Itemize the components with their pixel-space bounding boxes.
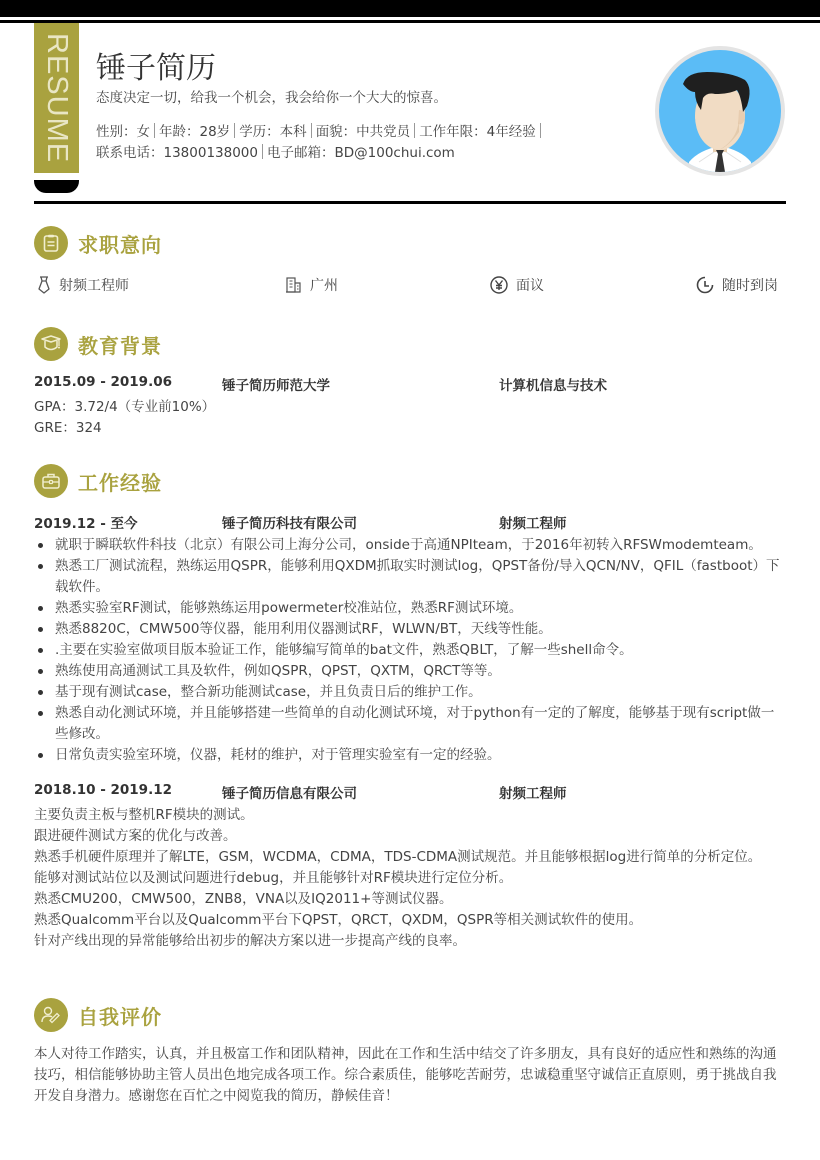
resume-banner xyxy=(34,23,79,173)
work-period: 2019.12 - 至今 xyxy=(34,516,138,532)
work-detail-line: 熟悉CMU200，CMW500，ZNB8，VNA以及IQ2011+等测试仪器。 xyxy=(34,891,453,907)
work-detail-line: 能够对测试站位以及测试问题进行debug，并且能够针对RF模块进行定位分析。 xyxy=(34,870,513,886)
building-icon xyxy=(286,277,302,293)
top-line xyxy=(0,20,820,23)
work-responsibilities-list xyxy=(34,535,786,766)
info-phone: 联系电话：13800138000 xyxy=(96,145,258,161)
work-entry-header xyxy=(34,782,786,802)
separator xyxy=(540,123,541,138)
info-line-personal xyxy=(96,120,545,140)
top-bar xyxy=(0,0,820,17)
tie-icon xyxy=(37,276,51,294)
work-entry-header xyxy=(34,512,786,532)
list-item: 熟悉工厂测试流程，熟练运用QSPR，能够利用QXDM抓取实时测试log，QPST备份/导入QCN/NV，QFIL（fastboot）下载软件。 xyxy=(34,556,786,598)
intent-position xyxy=(37,275,129,295)
resume-banner-text: RESUME xyxy=(41,32,73,164)
clipboard-icon xyxy=(34,226,68,260)
intent-salary-label: 面议 xyxy=(516,278,544,294)
list-item: 熟悉自动化测试环境，并且能够搭建一些简单的自动化测试环境，对于python有一定的了解度，能够基于现有script做一些修改。 xyxy=(34,703,786,745)
list-item: 日常负责实验室环境，仪器，耗材的维护，对于管理实验室有一定的经验。 xyxy=(34,745,786,766)
education-gre: GRE：324 xyxy=(34,420,102,436)
education-gpa: GPA：3.72/4（专业前10%） xyxy=(34,399,216,415)
separator xyxy=(414,123,415,138)
separator xyxy=(262,144,263,159)
education-details xyxy=(34,397,786,439)
yen-icon xyxy=(490,276,508,294)
clock-icon xyxy=(696,276,714,294)
intent-availability-label: 随时到岗 xyxy=(722,278,778,294)
info-education: 学历：本科 xyxy=(239,124,307,140)
intent-availability xyxy=(696,275,778,295)
info-line-contact xyxy=(96,141,455,161)
education-entry-header xyxy=(34,374,786,394)
separator xyxy=(154,123,155,138)
work-detail-line: 针对产线出现的异常能够给出初步的解决方案以进一步提高产线的良率。 xyxy=(34,933,466,949)
work-detail-line: 主要负责主板与整机RF模块的测试。 xyxy=(34,807,254,823)
candidate-name: 锤子简历 xyxy=(96,51,216,86)
section-heading-intent xyxy=(34,226,162,260)
job-intent-row xyxy=(34,275,786,295)
intent-salary xyxy=(490,275,544,295)
info-political: 面貌：中共党员 xyxy=(315,124,411,140)
work-position: 射频工程师 xyxy=(499,516,567,532)
intent-city-label: 广州 xyxy=(310,278,338,294)
work-detail-line: 熟悉Qualcomm平台以及Qualcomm平台下QPST，QRCT，QXDM，QSPR等相关测试软件的使用。 xyxy=(34,912,643,928)
education-school: 锤子简历师范大学 xyxy=(222,378,330,394)
section-heading-education xyxy=(34,327,162,361)
education-period: 2015.09 - 2019.06 xyxy=(34,374,172,390)
resume-tab xyxy=(34,180,79,193)
work-period: 2018.10 - 2019.12 xyxy=(34,782,172,798)
info-email: 电子邮箱：BD@100chui.com xyxy=(266,145,455,161)
work-detail-line: 跟进硬件测试方案的优化与改善。 xyxy=(34,828,237,844)
graduation-cap-icon xyxy=(34,327,68,361)
list-item: 熟练使用高通测试工具及软件，例如QSPR，QPST，QXTM，QRCT等等。 xyxy=(34,661,786,682)
work-details xyxy=(34,805,786,952)
list-item: 熟悉8820C，CMW500等仪器，能用利用仪器测试RF，WLWN/BT，天线等性能。 xyxy=(34,619,786,640)
avatar-illustration-icon xyxy=(659,50,781,172)
section-heading-work xyxy=(34,464,162,498)
intent-city xyxy=(286,275,338,295)
section-title: 自我评价 xyxy=(78,1004,162,1029)
list-item: .主要在实验室做项目版本验证工作，能够编写简单的bat文件，熟悉QBLT，了解一些shell命令。 xyxy=(34,640,786,661)
self-evaluation-text: 本人对待工作踏实，认真，并且极富工作和团队精神，因此在工作和生活中结交了许多朋友，具有良好的适应性和熟练的沟通技巧，相信能够协助主管人员出色地完成各项工作。综合素质佳，能够吃苦耐劳，忠诚稳重坚守诚信正直原则，勇于挑战自我开发自身潜力。感谢您在百忙之中阅览我的简历，静候佳音！ xyxy=(34,1046,777,1104)
work-company: 锤子简历科技有限公司 xyxy=(222,516,357,532)
briefcase-icon xyxy=(34,464,68,498)
avatar xyxy=(655,46,785,176)
separator xyxy=(311,123,312,138)
section-title: 求职意向 xyxy=(78,232,162,257)
list-item: 熟悉实验室RF测试，能够熟练运用powermeter校准站位，熟悉RF测试环境。 xyxy=(34,598,786,619)
info-gender: 性别：女 xyxy=(96,124,150,140)
user-edit-icon xyxy=(34,998,68,1032)
info-age: 年龄：28岁 xyxy=(159,124,231,140)
section-title: 工作经验 xyxy=(78,470,162,495)
education-major: 计算机信息与技术 xyxy=(499,378,607,394)
work-position: 射频工程师 xyxy=(499,786,567,802)
header-divider xyxy=(34,201,786,204)
work-company: 锤子简历信息有限公司 xyxy=(222,786,357,802)
section-heading-self-eval xyxy=(34,998,162,1032)
info-experience: 工作年限：4年经验 xyxy=(419,124,536,140)
section-title: 教育背景 xyxy=(78,333,162,358)
intent-position-label: 射频工程师 xyxy=(59,278,129,294)
work-detail-line: 熟悉手机硬件原理并了解LTE，GSM，WCDMA，CDMA，TDS-CDMA测试规范。并且能够根据log进行简单的分析定位。 xyxy=(34,849,762,865)
separator xyxy=(234,123,235,138)
list-item: 就职于瞬联软件科技（北京）有限公司上海分公司，onside于高通NPIteam，于2016年初转入RFSWmodemteam。 xyxy=(34,535,786,556)
motto: 态度决定一切，给我一个机会，我会给你一个大大的惊喜。 xyxy=(96,90,447,106)
list-item: 基于现有测试case，整合新功能测试case，并且负责日后的维护工作。 xyxy=(34,682,786,703)
